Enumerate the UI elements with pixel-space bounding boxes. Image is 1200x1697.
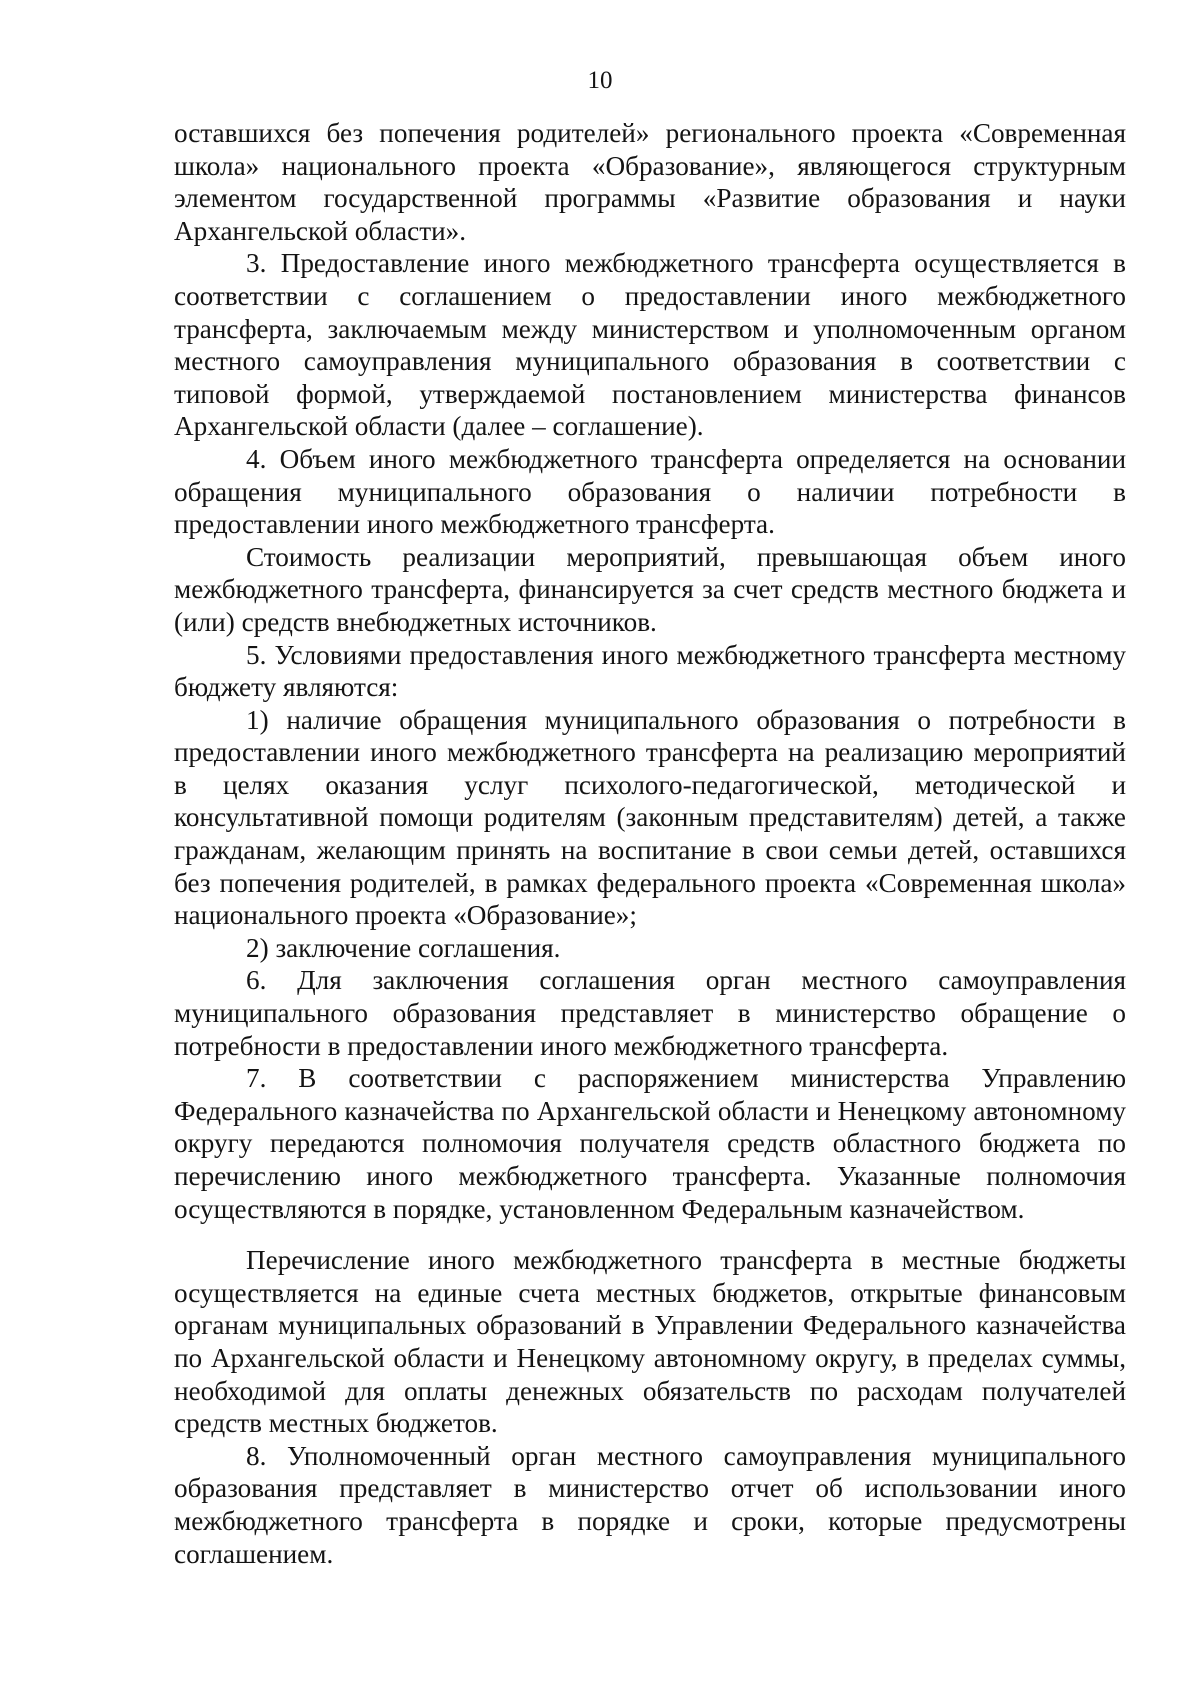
paragraph-7-transfer: Перечисление иного межбюджетного трансферта в местные бюджеты осуществляется на единые счета местных бюджетов, открытые финансовым органам муниципальных образований в Управлении Федерального казначейства по Архангельской области и Ненецкому автономному округу, в пределах суммы, необходимой для оплаты денежных обязательств по расходам получателей средств местных бюджетов. [174,1245,1126,1439]
paragraph-5: 5. Условиями предоставления иного межбюджетного трансферта местному бюджету являются: [174,639,1126,703]
paragraph-4-cost: Стоимость реализации мероприятий, превышающая объем иного межбюджетного трансферта, финансируется за счет средств местного бюджета и (или) средств внебюджетных источников. [174,541,1126,637]
paragraph-4: 4. Объем иного межбюджетного трансферта определяется на основании обращения муниципального образования о наличии потребности в предоставлении иного межбюджетного трансферта. [174,443,1126,540]
paragraph-8: 8. Уполномоченный орган местного самоуправления муниципального образования представляет в министерство отчет об использовании иного межбюджетного трансферта в порядке и сроки, которые предусмотрены соглашением. [174,1440,1126,1569]
paragraph-6: 6. Для заключения соглашения орган местного самоуправления муниципального образования представляет в министерство обращение о потребности в предоставлении иного межбюджетного трансферта. [174,965,1126,1061]
paragraph-7: 7. В соответствии с распоряжением министерства Управлению Федерального казначейства по Архангельской области и Ненецкому автономному округу передаются полномочия получателя средств областного бюджета по перечислению иного межбюджетного трансферта. Указанные полномочия осуществляются в порядке, установленном Федеральным казначейством. [174,1063,1126,1224]
paragraph-5-item-1: 1) наличие обращения муниципального образования о потребности в предоставлении иного межбюджетного трансферта на реализацию мероприятий в целях оказания услуг психолого-педагогической, методической и консультативной помощи родителям (законным представителям) детей, а также гражданам, желающим принять на воспитание в свои семьи детей, оставшихся без попечения родителей, в рамках федерального проекта «Современная школа» национального проекта «Образование»; [174,704,1126,931]
paragraph-continuation: оставшихся без попечения родителей» регионального проекта «Современная школа» национального проекта «Образование», являющегося структурным элементом государственной программы «Развитие образования и науки Архангельской области». [174,118,1126,246]
document-body [174,117,1126,1570]
page-number: 10 [587,67,613,94]
paragraph-3: 3. Предоставление иного межбюджетного трансферта осуществляется в соответствии с соглашением о предоставлении иного межбюджетного трансферта, заключаемым между министерством и уполномоченным органом местного самоуправления муниципального образования в соответствии с типовой формой, утверждаемой постановлением министерства финансов Архангельской области (далее – соглашение). [174,248,1126,442]
paragraph-5-item-2: 2) заключение соглашения. [246,932,561,963]
